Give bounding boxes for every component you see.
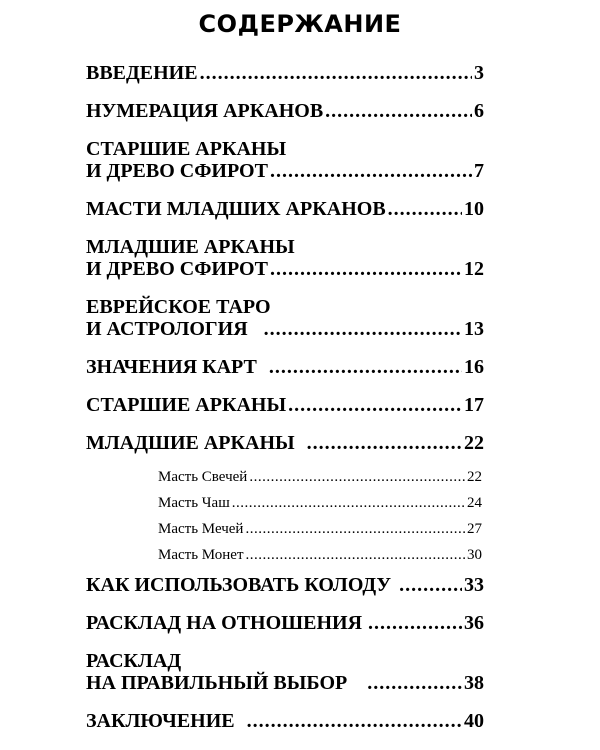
table-of-contents xyxy=(86,62,484,732)
toc-subentry-coins[interactable] xyxy=(158,546,482,564)
toc-entry-label-line1: ЕВРЕЙСКОЕ ТАРО xyxy=(86,296,271,318)
toc-entry-right-choice-spread[interactable] xyxy=(86,650,484,694)
toc-page-number: 12 xyxy=(464,258,484,280)
toc-page-number: 13 xyxy=(464,318,484,340)
toc-page-number: 36 xyxy=(464,612,484,634)
toc-entry-major-arcana-tree[interactable] xyxy=(86,138,484,182)
leader-dots xyxy=(245,520,465,538)
toc-page-number: 6 xyxy=(474,100,484,122)
toc-page-number: 40 xyxy=(464,710,484,732)
toc-page-number: 16 xyxy=(464,356,484,378)
toc-entry-minor-suits[interactable] xyxy=(86,198,484,220)
toc-entry-conclusion[interactable] xyxy=(86,710,484,732)
leader-dots xyxy=(249,468,465,486)
toc-page-number: 7 xyxy=(474,160,484,182)
toc-entry-label: И ДРЕВО СФИРОТ xyxy=(86,258,268,280)
toc-entry-label: НУМЕРАЦИЯ АРКАНОВ xyxy=(86,100,324,122)
toc-entry-relationship-spread[interactable] xyxy=(86,612,484,634)
toc-page-number: 22 xyxy=(464,432,484,454)
toc-entry-label-line1: РАСКЛАД xyxy=(86,650,182,672)
leader-dots xyxy=(325,100,472,122)
toc-subentry-label: Масть Чаш xyxy=(158,495,230,511)
toc-subentry-label: Масть Мечей xyxy=(158,521,244,537)
toc-page-number: 22 xyxy=(467,469,482,485)
page-title: СОДЕРЖАНИЕ xyxy=(198,10,402,38)
toc-entry-label: НА ПРАВИЛЬНЫЙ ВЫБОР xyxy=(86,672,348,694)
toc-entry-major-arcana[interactable] xyxy=(86,394,484,416)
leader-dots xyxy=(288,394,462,416)
toc-entry-label: КАК ИСПОЛЬЗОВАТЬ КОЛОДУ xyxy=(86,574,392,596)
toc-page-number: 30 xyxy=(467,547,482,563)
leader-dots xyxy=(232,494,465,512)
toc-entry-card-meanings[interactable] xyxy=(86,356,484,378)
leader-dots xyxy=(269,356,462,378)
toc-entry-introduction[interactable] xyxy=(86,62,484,84)
toc-page-number: 38 xyxy=(464,672,484,694)
leader-dots xyxy=(388,198,462,220)
leader-dots xyxy=(270,258,462,280)
leader-dots xyxy=(247,710,462,732)
toc-entry-label-line1: МЛАДШИЕ АРКАНЫ xyxy=(86,236,295,258)
toc-subentry-cups[interactable] xyxy=(158,494,482,512)
toc-entry-label: РАСКЛАД НА ОТНОШЕНИЯ xyxy=(86,612,363,634)
toc-subentry-label: Масть Монет xyxy=(158,547,244,563)
toc-entry-jewish-tarot-astrology[interactable] xyxy=(86,296,484,340)
leader-dots xyxy=(270,160,472,182)
toc-entry-minor-arcana[interactable] xyxy=(86,432,484,454)
toc-page-number: 17 xyxy=(464,394,484,416)
toc-entry-minor-arcana-tree[interactable] xyxy=(86,236,484,280)
leader-dots xyxy=(264,318,462,340)
toc-page-number: 33 xyxy=(464,574,484,596)
toc-subentry-label: Масть Свечей xyxy=(158,469,248,485)
toc-entry-label-line1: СТАРШИЕ АРКАНЫ xyxy=(86,138,287,160)
toc-entry-label: И ДРЕВО СФИРОТ xyxy=(86,160,268,182)
toc-page-number: 24 xyxy=(467,495,482,511)
toc-entry-label: МЛАДШИЕ АРКАНЫ xyxy=(86,432,295,454)
toc-entry-label: ЗНАЧЕНИЯ КАРТ xyxy=(86,356,257,378)
leader-dots xyxy=(246,546,465,564)
toc-subentry-swords[interactable] xyxy=(158,520,482,538)
toc-entry-label: ЗАКЛЮЧЕНИЕ xyxy=(86,710,235,732)
leader-dots xyxy=(367,672,462,694)
leader-dots xyxy=(368,612,462,634)
toc-entry-label: ВВЕДЕНИЕ xyxy=(86,62,198,84)
toc-entry-label: СТАРШИЕ АРКАНЫ xyxy=(86,394,287,416)
leader-dots xyxy=(399,574,462,596)
toc-entry-label: МАСТИ МЛАДШИХ АРКАНОВ xyxy=(86,198,386,220)
toc-page-number: 27 xyxy=(467,521,482,537)
leader-dots xyxy=(307,432,462,454)
toc-page-number: 10 xyxy=(464,198,484,220)
toc-page-number: 3 xyxy=(474,62,484,84)
toc-subentry-candles[interactable] xyxy=(158,468,482,486)
toc-entry-label: И АСТРОЛОГИЯ xyxy=(86,318,248,340)
toc-entry-how-to-use-deck[interactable] xyxy=(86,574,484,596)
leader-dots xyxy=(200,62,472,84)
toc-entry-arcana-numbering[interactable] xyxy=(86,100,484,122)
